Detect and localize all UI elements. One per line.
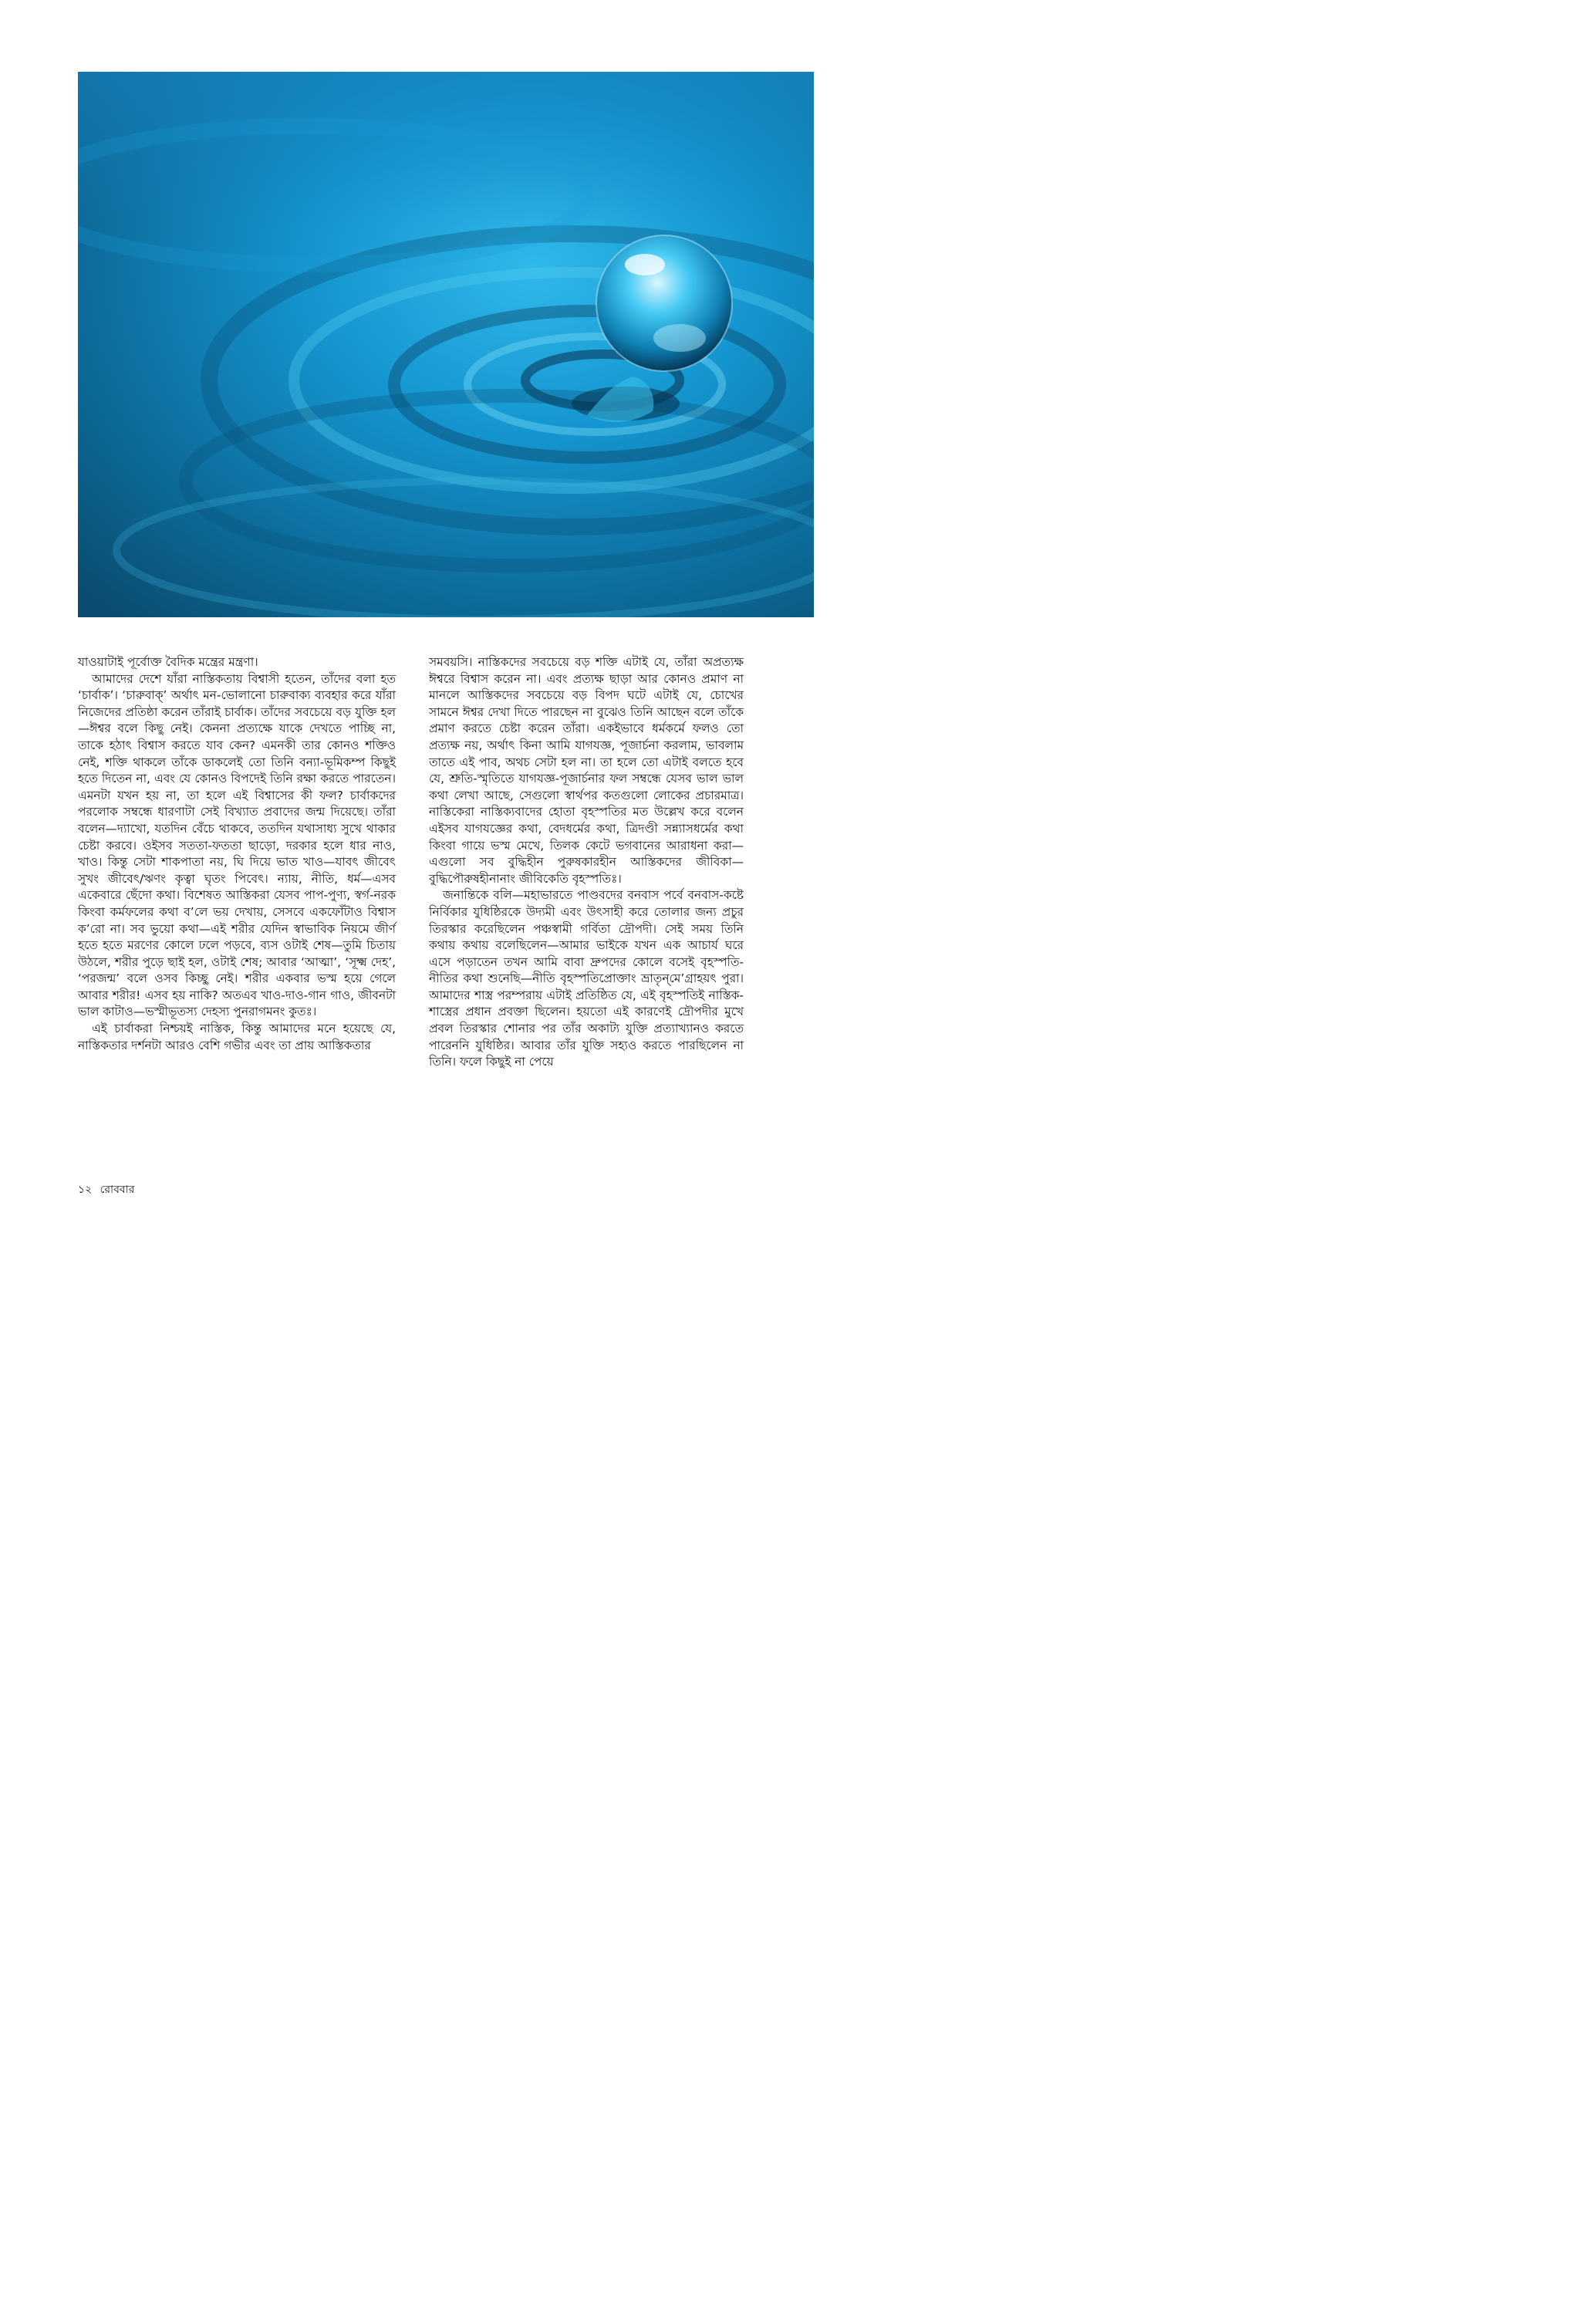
- water-drop-photo: [78, 72, 814, 617]
- magazine-page: [0, 0, 817, 1204]
- paragraph: আমাদের দেশে যাঁরা নাস্তিকতায় বিশ্বাসী হতেন, তাঁদের বলা হত ‘চার্বাক’। ‘চারুবাক্’ অর্থাৎ মন-ভোলানো চারুবাক্য ব্যবহার করে যাঁরা নিজেদের প্রতিষ্ঠা করেন তাঁরাই চার্বাক। তাঁদের সবচেয়ে বড় যুক্তি হল—ঈশ্বর বলে কিছু নেই। কেননা প্রত্যক্ষে যাকে দেখতে পাচ্ছি না, তাকে হঠাৎ বিশ্বাস করতে যাব কেন? এমনকী তার কোনও শক্তিও নেই, শক্তি থাকলে তাঁকে ডাকলেই তো তিনি বন্যা-ভূমিকম্প কিছুই হতে দিতেন না, এবং যে কোনও বিপদেই তিনি রক্ষা করতে পারতেন। এমনটা যখন হয় না, তা হলে এই বিশ্বাসের কী ফল? চার্বাকদের পরলোক সম্বন্ধে ধারণাটা সেই বিখ্যাত প্রবাদের জন্ম দিয়েছে। তাঁরা বলেন—দ্যাখো, যতদিন বেঁচে থাকবে, ততদিন যথাসাধ্য সুখে থাকার চেষ্টা করবে। ওইসব সততা-ফততা ছাড়ো, দরকার হলে ধার নাও, খাও। কিন্তু সেটা শাকপাতা নয়, ঘি দিয়ে ভাত খাও—যাবৎ জীবেৎ সুখং জীবেৎ/ঋণং কৃত্বা ঘৃতং পিবেৎ। ন্যায়, নীতি, ধর্ম—এসব একেবারে ছেঁদো কথা। বিশেষত আস্তিকরা যেসব পাপ-পুণ্য, স্বর্গ-নরক কিংবা কর্মফলের কথা ব’লে ভয় দেখায়, সেসবে একফোঁটাও বিশ্বাস ক’রো না। সব ভুয়ো কথা—এই শরীর যেদিন স্বাভাবিক নিয়মে জীর্ণ হতে হতে মরণের কোলে ঢলে পড়বে, ব্যস ওটাই শেষ—তুমি চিতায় উঠলে, শরীর পুড়ে ছাই হল, ওটাই শেষ; আবার ‘আত্মা’, ‘সূক্ষ্ম দেহ’, ‘পরজন্ম’ বলে ওসব কিচ্ছু নেই। শরীর একবার ভস্ম হয়ে গেলে আবার শরীর! এসব হয় নাকি? অতএব খাও-দাও-গান গাও, জীবনটা ভাল কাটাও—ভস্মীভূতস্য দেহস্য পুনরাগমনং কুতঃ।: [78, 671, 396, 1019]
- paragraph: এই চার্বাকরা নিশ্চয়ই নাস্তিক, কিন্তু আমাদের মনে হয়েছে যে, নাস্তিকতার দর্শনটা আরও বেশি গভীর এবং তা প্রায় আস্তিকতার: [78, 1022, 396, 1052]
- page-footer: [78, 1181, 134, 1199]
- water-drop-illustration: [78, 72, 814, 617]
- page-number: ১২: [78, 1184, 93, 1196]
- paragraph: সমবয়সি। নাস্তিকদের সবচেয়ে বড় শক্তি এটাই যে, তাঁরা অপ্রত্যক্ষ ঈশ্বরে বিশ্বাস করেন না। এবং প্রত্যক্ষ ছাড়া আর কোনও প্রমাণ না মানলে আস্তিকদের সবচেয়ে বড় বিপদ ঘটে এটাই যে, চোখের সামনে ঈশ্বর দেখা দিতে পারছেন না বুঝেও তিনি আছেন বলে তাঁকে প্রমাণ করতে চেষ্টা করেন তাঁরা। একইভাবে ধর্মকর্মে ফলও তো প্রত্যক্ষ নয়, অর্থাৎ কিনা আমি যাগযজ্ঞ, পূজার্চনা করলাম, ভাবলাম তাতে এই পাব, অথচ সেটা হল না। তা হলে তো এটাই বলতে হবে যে, শ্রুতি-স্মৃতিতে যাগযজ্ঞ-পূজার্চনার ফল সম্বন্ধে যেসব ভাল ভাল কথা লেখা আছে, সেগুলো স্বার্থপর কতগুলো লোকের প্রচারমাত্র। নাস্তিকেরা নাস্তিক্যবাদের হোতা বৃহস্পতির মত উল্লেখ করে বলেন এইসব যাগযজ্ঞের কথা, বেদধর্মের কথা, ত্রিদণ্ডী সন্ন্যাসধর্মের কথা কিংবা গায়ে ভস্ম মেখে, তিলক কেটে ভগবানের আরাধনা করা—এগুলো সব বুদ্ধিহীন পুরুষকারহীন আস্তিকদের জীবিকা—বুদ্ধিপৌরুষহীনানাং জীবিকেতি বৃহস্পতিঃ।: [429, 655, 744, 886]
- article-column-left: [78, 654, 396, 1054]
- publication-name: রোববার: [100, 1184, 135, 1196]
- paragraph: যাওয়াটাই পূর্বোক্ত বৈদিক মন্ত্রের মন্ত্রণা।: [78, 655, 258, 669]
- paragraph: জনান্তিকে বলি—মহাভারতে পাণ্ডবদের বনবাস পর্বে বনবাস-কষ্টে নির্বিকার যুধিষ্ঠিরকে উদ্যমী এবং উৎসাহী করে তোলার জন্য প্রচুর তিরস্কার করেছিলেন পঞ্চস্বামী গর্বিতা দ্রৌপদী। সেই সময় তিনি কথায় কথায় বলেছিলেন—আমার ভাইকে যখন এক আচার্য ঘরে এসে পড়াতেন তখন আমি বাবা দ্রুপদের কোলে বসেই বৃহস্পতি-নীতির কথা শুনেছি—নীতি বৃহস্পতিপ্রোক্তাং ভ্রাতৃন্‌মে’গ্রাহয়ৎ পুরা। আমাদের শাস্ত্র পরম্পরায় এটাই প্রতিষ্ঠিত যে, এই বৃহস্পতিই নাস্তিক-শাস্ত্রের প্রধান প্রবক্তা ছিলেন। হয়তো এই কারণেই দ্রৌপদীর মুখে প্রবল তিরস্কার শোনার পর তাঁর অকাট্য যুক্তি প্রত্যাখ্যানও করতে পারেননি যুধিষ্ঠির। আবার তাঁর যুক্তি সহ্যও করতে পারছিলেন না তিনি। ফলে কিছুই না পেয়ে: [429, 888, 744, 1069]
- article-column-right: [429, 654, 744, 1071]
